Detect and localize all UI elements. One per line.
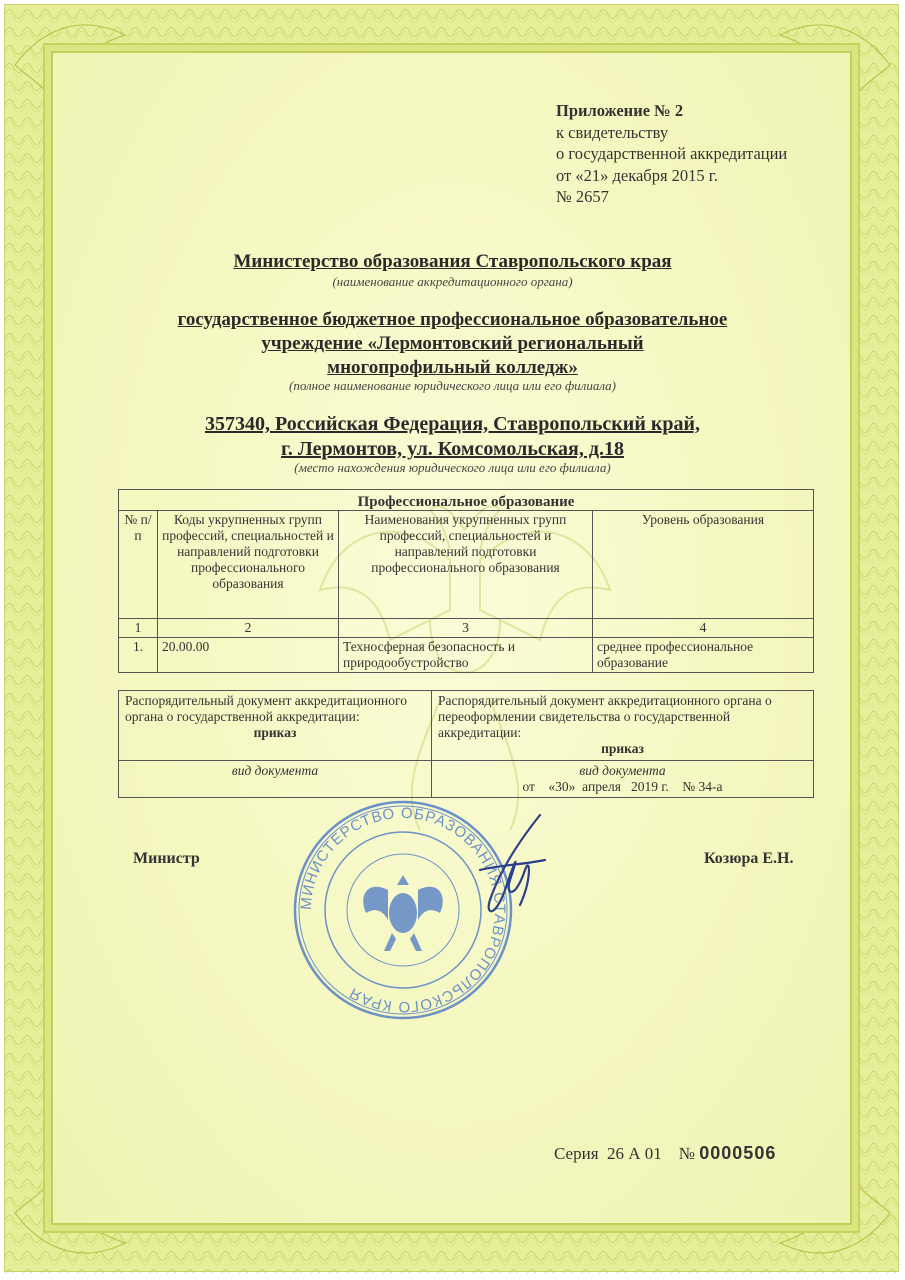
address-caption: (место нахождения юридического лица или его филиала) xyxy=(294,460,611,475)
row-num: 1. xyxy=(119,638,158,673)
address-line-1: 357340, Российская Федерация, Ставропольский край, xyxy=(204,413,701,435)
doc-right-date: от «30» апреля 2019 г. № 34-а xyxy=(522,779,723,794)
doc-left-type: приказ xyxy=(253,725,297,740)
col-number: 2 xyxy=(158,619,339,638)
series-serial: 0000506 xyxy=(699,1143,777,1163)
doc-right-type: приказ xyxy=(601,741,644,756)
appendix-line: от «21» декабря 2015 г. xyxy=(556,165,718,185)
doc-right-label: Распорядительный документ аккредитационного органа о переоформлении свидетельства о государственной аккредитации: xyxy=(438,693,772,740)
organ-name: Министерство образования Ставропольского края xyxy=(233,251,672,272)
doc-left-label: Распорядительный документ аккредитационного органа о государственной аккредитации: xyxy=(125,693,407,724)
minister-name: Козюра Е.Н. xyxy=(704,850,794,867)
education-table xyxy=(118,489,814,673)
organ-caption: (наименование аккредитационного органа) xyxy=(332,274,573,289)
header-names: Наименования укрупненных групп профессий, специальностей и направлений подготовки профессионального образования xyxy=(339,511,593,619)
series-number xyxy=(554,1143,776,1164)
doc-left-cell xyxy=(119,691,432,761)
minister-title: Министр xyxy=(133,850,200,867)
col-number: 3 xyxy=(339,619,593,638)
appendix-title: Приложение № 2 xyxy=(556,101,684,120)
appendix-line: № 2657 xyxy=(556,187,609,206)
row-name: Техносферная безопасность и природообустройство xyxy=(339,638,593,673)
doc-right-caption-cell xyxy=(432,761,814,798)
col-number: 4 xyxy=(593,619,814,638)
institution-line-2: учреждение «Лермонтовский региональный xyxy=(261,333,644,354)
institution-caption: (полное наименование юридического лица или его филиала) xyxy=(289,378,616,393)
col-number: 1 xyxy=(119,619,158,638)
header-codes: Коды укрупненных групп профессий, специальностей и направлений подготовки профессионального образования xyxy=(158,511,339,619)
appendix-line: к свидетельству xyxy=(556,122,669,142)
table-heading: Профессиональное образование xyxy=(119,490,814,511)
appendix-line: о государственной аккредитации xyxy=(556,144,788,163)
appendix-block xyxy=(556,100,787,208)
doc-left-caption: вид документа xyxy=(119,761,432,798)
series-label: Серия 26 А 01 № xyxy=(554,1144,696,1163)
doc-right-caption: вид документа xyxy=(579,763,666,778)
documents-table xyxy=(118,690,814,798)
header-num: № п/п xyxy=(119,511,158,619)
address-line-2: г. Лермонтов, ул. Комсомольская, д.18 xyxy=(281,438,624,460)
doc-right-cell xyxy=(432,691,814,761)
signature-icon xyxy=(460,810,560,930)
header-level: Уровень образования xyxy=(593,511,814,619)
institution-line-3: многопрофильный колледж» xyxy=(327,357,578,378)
seal-outer-text: МИНИСТЕРСТВО ОБРАЗОВАНИЯ СТАВРОПОЛЬСКОГО КРАЯ xyxy=(297,804,509,1016)
row-level: среднее профессиональное образование xyxy=(593,638,814,673)
row-code: 20.00.00 xyxy=(158,638,339,673)
institution-line-1: государственное бюджетное профессиональное образовательное xyxy=(177,309,728,330)
table-row xyxy=(119,638,814,673)
